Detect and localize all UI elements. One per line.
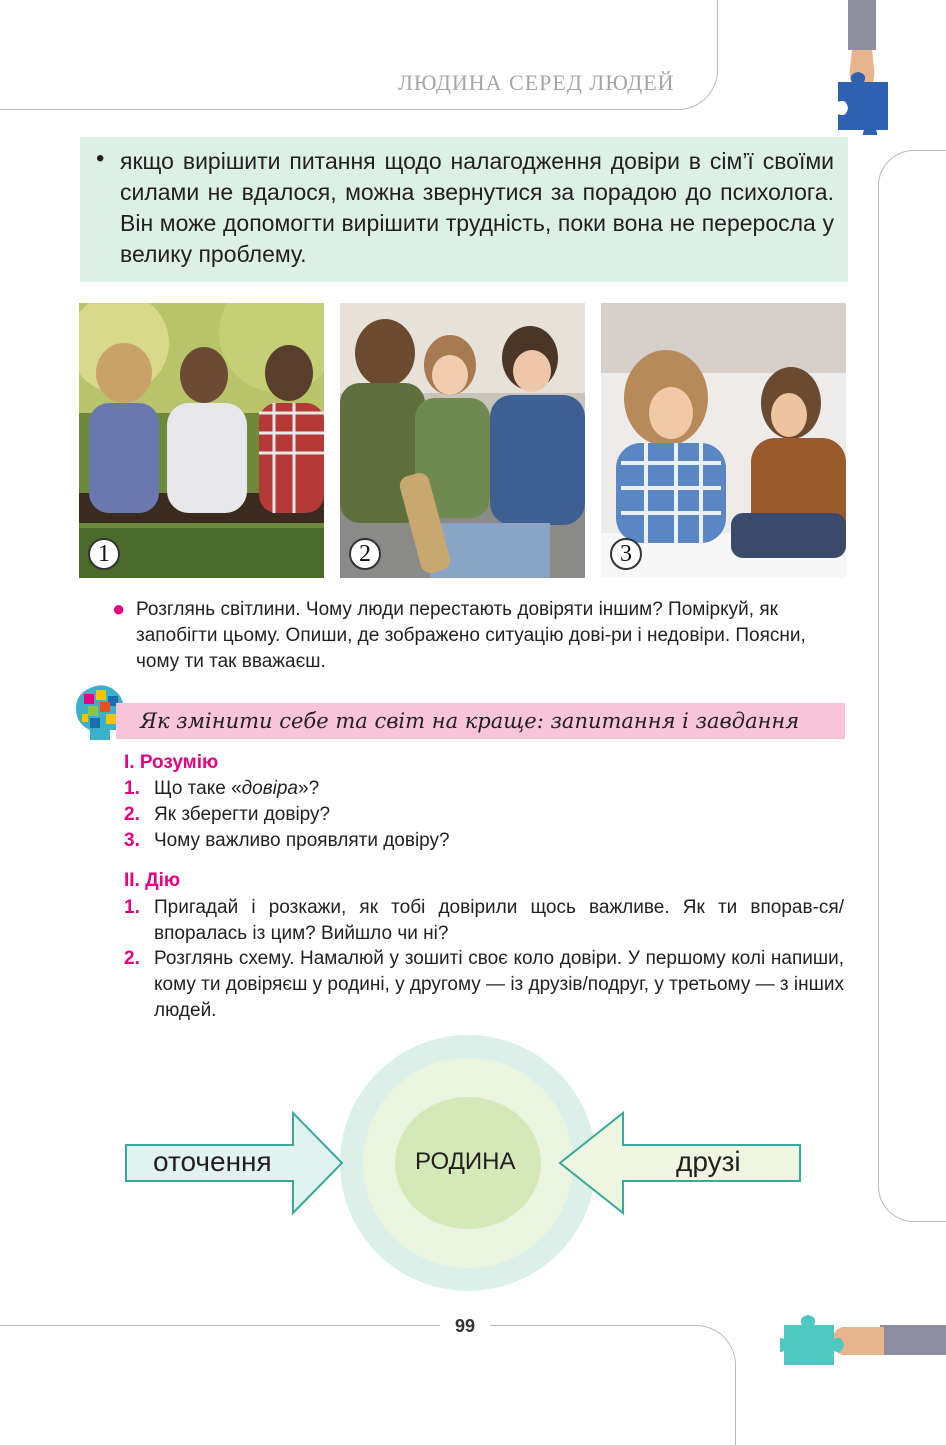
item-text <box>124 776 844 802</box>
label-friends: друзі <box>676 1146 741 1177</box>
puzzle-hand-icon <box>780 1315 946 1370</box>
advice-text: якщо вирішити питання щодо налагодження довіри в сім’ї своїми силами не вдалося, можна звернутися за порадою до психолога. Він може допомогти вирішити трудність, поки вона не переросла у велику проблему. <box>120 148 834 267</box>
item-number: 1. <box>124 778 140 799</box>
label-surroundings: оточення <box>153 1146 272 1177</box>
running-title: ЛЮДИНА СЕРЕД ЛЮДЕЙ <box>398 70 675 95</box>
advice-box <box>80 137 848 282</box>
item-text: Чому важливо проявляти довіру? <box>154 830 450 851</box>
list-item <box>124 946 844 1024</box>
photo-question-text: Розглянь світлини. Чому люди перестають довіряти іншим? Поміркуй, як запобігти цьому. Опиши, де зображено ситуацію дові-ри і недовіри. Поясни, чому ти так вважаєш. <box>136 599 806 672</box>
item-text: Пригадай і розкажи, як тобі довірили щось важливе. Як ти впорав-ся/впоралась із цим? Вийшло чи ні? <box>154 897 844 944</box>
section-act-title: ІІ. Дію <box>124 870 181 891</box>
photo-number-1: 1 <box>88 538 120 570</box>
item-text-after: »? <box>298 778 320 799</box>
trust-circle-diagram <box>120 1035 810 1295</box>
list-item <box>124 828 844 854</box>
hand-puzzle-icon <box>838 0 888 135</box>
photo-3-distrust <box>601 303 846 578</box>
photo-number-2: 2 <box>349 538 381 570</box>
item-number: 2. <box>124 948 140 969</box>
tasks-banner: Як змінити себе та світ на краще: запитання і завдання <box>116 703 845 739</box>
item-text: Як зберегти довіру? <box>154 804 331 825</box>
list-item <box>124 776 844 802</box>
page-number: 99 <box>440 1313 490 1339</box>
page-frame-bottom <box>0 1325 736 1445</box>
list-item <box>124 895 844 947</box>
item-text-before: Що таке « <box>154 778 242 799</box>
photo-question <box>112 596 836 675</box>
item-text-emphasis: довіра <box>241 778 298 799</box>
item-number: 1. <box>124 897 140 918</box>
label-family: РОДИНА <box>415 1148 516 1175</box>
photo-2-friends-talking <box>340 303 585 578</box>
item-text: Розглянь схему. Намалюй у зошиті своє коло довіри. У першому колі напиши, кому ти довіряєш у родині, у другому — із друзів/подруг, у третьому — з інших людей. <box>154 948 844 1021</box>
photo-1-family-support <box>79 303 324 578</box>
side-tab-frame <box>878 150 946 1222</box>
section-understand-title: І. Розумію <box>124 752 219 773</box>
list-item <box>124 802 844 828</box>
bullet: • <box>96 145 105 172</box>
pink-bullet-icon: ● <box>112 596 126 621</box>
item-number: 3. <box>124 830 140 851</box>
photo-number-3: 3 <box>610 538 642 570</box>
item-number: 2. <box>124 804 140 825</box>
photo-row <box>79 303 845 578</box>
